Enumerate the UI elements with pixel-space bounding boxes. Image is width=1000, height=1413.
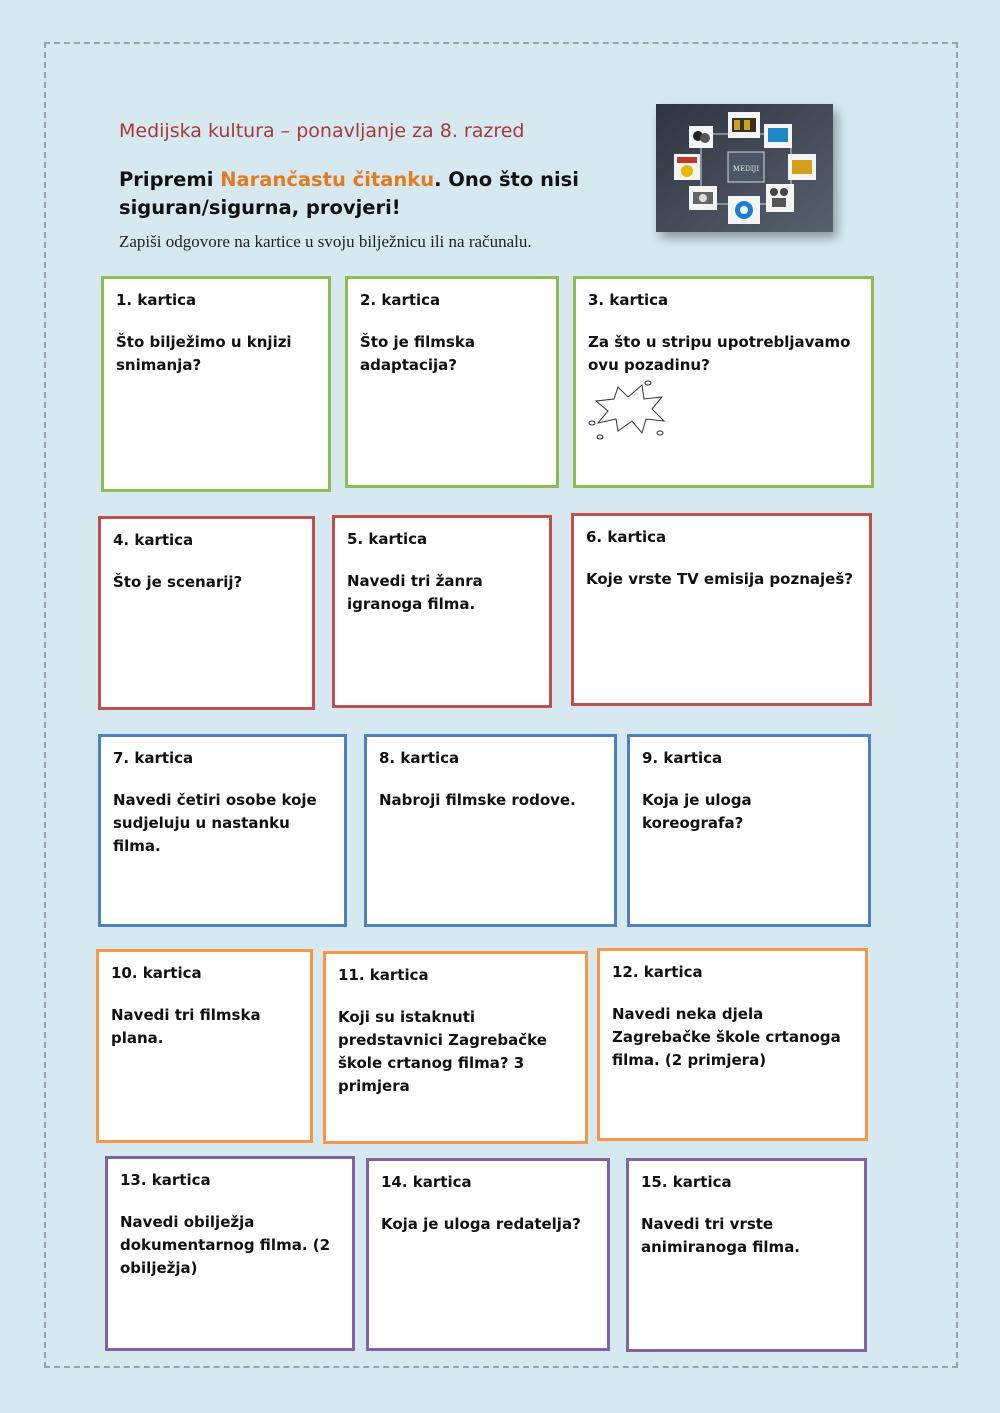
card-question: Navedi tri žanra igranoga filma. xyxy=(347,572,483,613)
card-label: 8. kartica xyxy=(379,749,460,767)
monitor-icon xyxy=(764,124,792,148)
card-label: 10. kartica xyxy=(111,964,202,982)
newspaper-icon xyxy=(674,154,700,180)
card-question: Za što u stripu upotrebljavamo ovu pozadinu? xyxy=(588,333,851,374)
card-label: 6. kartica xyxy=(586,528,667,546)
card-label: 15. kartica xyxy=(641,1173,732,1191)
card-7 xyxy=(98,734,347,927)
card-question: Navedi obilježja dokumentarnog filma. (2 obilježja) xyxy=(120,1213,331,1277)
card-question: Navedi tri filmska plana. xyxy=(111,1006,261,1047)
tv-icon xyxy=(788,154,816,180)
media-center-label: MEDIJI xyxy=(732,165,760,173)
card-6 xyxy=(571,513,872,706)
card-15 xyxy=(626,1158,867,1352)
card-2 xyxy=(345,276,559,488)
page-title: Medijska kultura – ponavljanje za 8. razred xyxy=(119,120,525,142)
media-collage-image xyxy=(656,104,833,232)
card-label: 11. kartica xyxy=(338,966,429,984)
card-label: 1. kartica xyxy=(116,291,197,309)
card-12 xyxy=(597,948,868,1141)
card-13 xyxy=(105,1156,355,1351)
card-label: 4. kartica xyxy=(113,531,194,549)
card-label: 3. kartica xyxy=(588,291,669,309)
subtitle-highlight: Narančastu čitanku xyxy=(220,168,435,191)
instruction-text: Zapiši odgovore na kartice u svoju bilježnicu ili na računalu. xyxy=(119,232,532,251)
card-label: 14. kartica xyxy=(381,1173,472,1191)
card-10 xyxy=(96,949,313,1143)
card-question: Nabroji filmske rodove. xyxy=(379,791,576,809)
movie-camera-icon xyxy=(766,184,794,212)
internet-explorer-icon xyxy=(728,196,760,224)
card-question: Navedi četiri osobe koje sudjeluju u nastanku filma. xyxy=(113,791,317,855)
card-4 xyxy=(98,516,315,710)
card-14 xyxy=(366,1158,610,1351)
card-question: Navedi tri vrste animiranoga filma. xyxy=(641,1215,801,1256)
theater-masks-icon xyxy=(689,126,713,148)
card-3 xyxy=(573,276,874,488)
subtitle-post: . Ono što nisi siguran/sigurna, provjeri! xyxy=(119,168,579,219)
card-question: Što je filmska adaptacija? xyxy=(360,333,475,374)
card-question: Koja je uloga redatelja? xyxy=(381,1215,581,1233)
card-11 xyxy=(323,951,588,1144)
card-question: Što bilježimo u knjizi snimanja? xyxy=(116,333,292,374)
card-label: 13. kartica xyxy=(120,1171,211,1189)
card-1 xyxy=(101,276,331,492)
card-label: 12. kartica xyxy=(612,963,703,981)
card-5 xyxy=(332,515,552,708)
film-reel-icon xyxy=(728,112,760,138)
card-question: Koje vrste TV emisija poznaješ? xyxy=(586,570,853,588)
card-question: Koji su istaknuti predstavnici Zagrebačke škole crtanog filma? 3 primjera xyxy=(338,1008,547,1095)
card-question: Navedi neka djela Zagrebačke škole crtanoga filma. (2 primjera) xyxy=(612,1005,841,1069)
card-label: 2. kartica xyxy=(360,291,441,309)
card-8 xyxy=(364,734,617,927)
card-9 xyxy=(627,734,871,927)
camera-icon xyxy=(689,186,717,210)
subtitle-pre: Pripremi xyxy=(119,168,221,191)
subtitle xyxy=(119,166,579,222)
card-question: Koja je uloga koreografa? xyxy=(642,791,752,832)
card-question: Što je scenarij? xyxy=(113,573,243,591)
comic-burst-icon xyxy=(588,379,668,441)
card-label: 9. kartica xyxy=(642,749,723,767)
card-label: 7. kartica xyxy=(113,749,194,767)
card-label: 5. kartica xyxy=(347,530,428,548)
